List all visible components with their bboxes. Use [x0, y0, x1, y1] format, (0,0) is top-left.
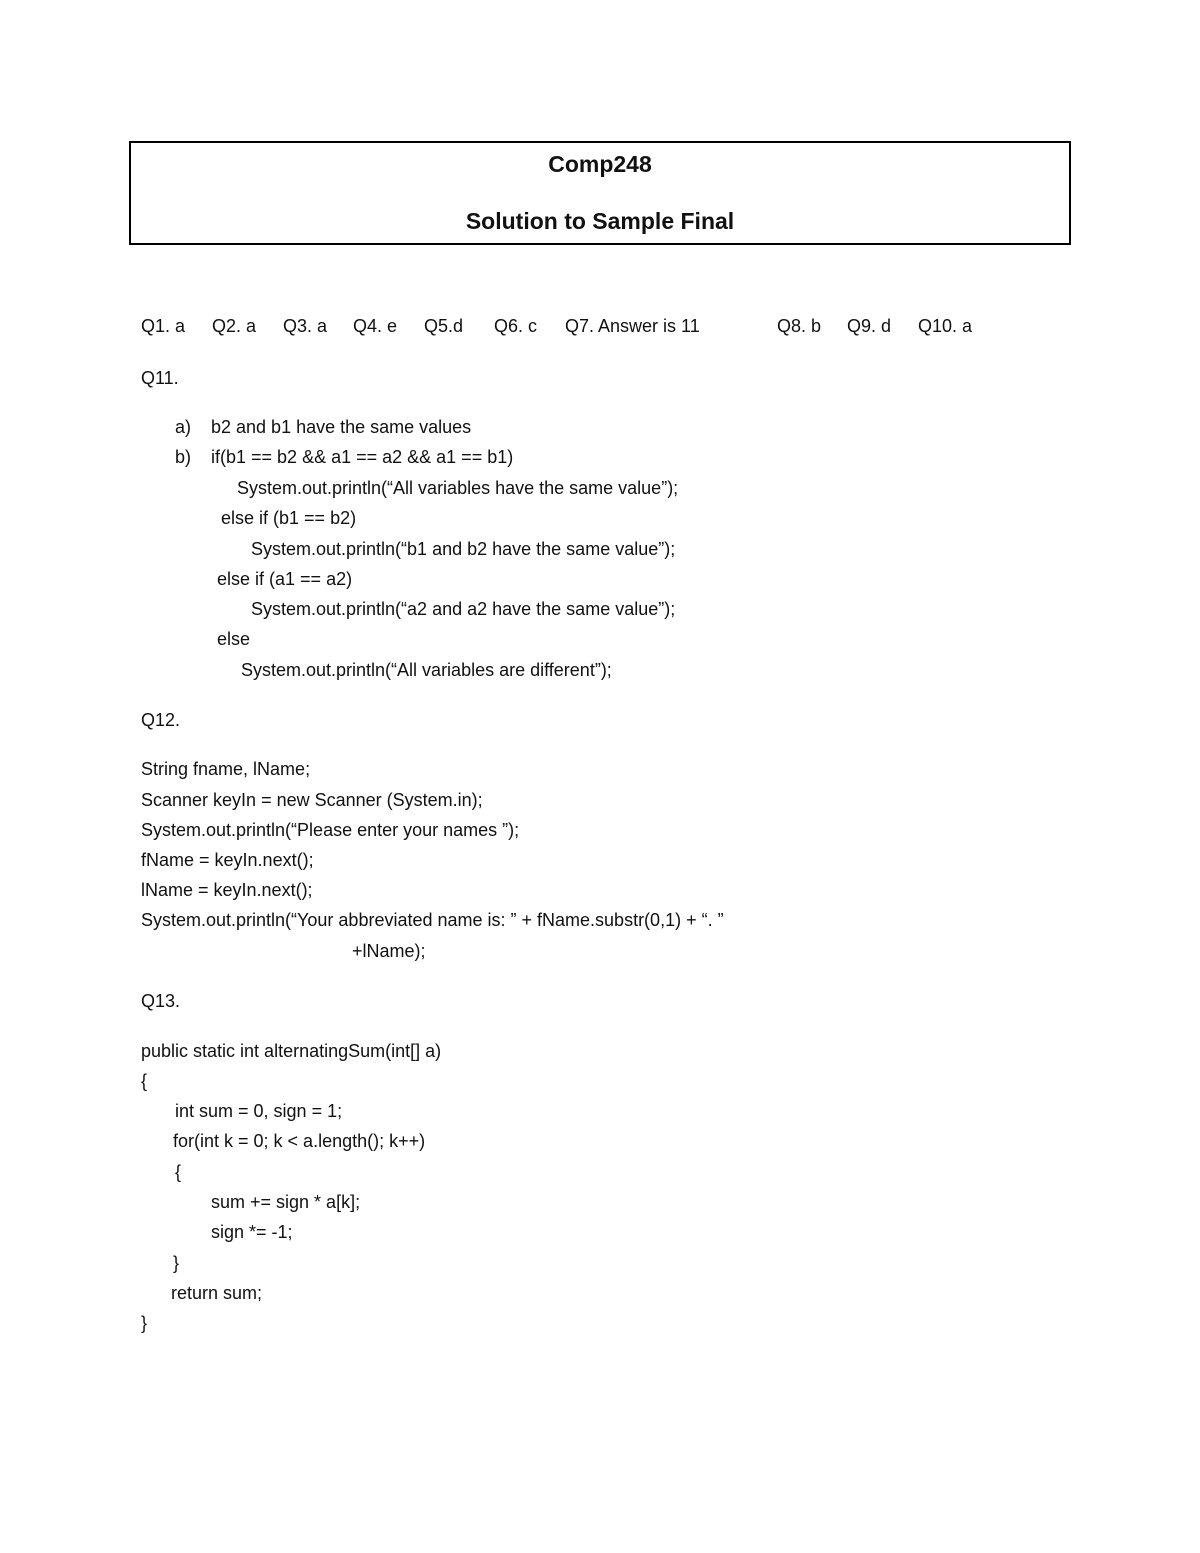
code-line: public static int alternatingSum(int[] a) [141, 1041, 442, 1061]
q11-a-text: b2 and b1 have the same values [211, 417, 472, 437]
q12-heading: Q12. [141, 710, 181, 730]
q11-b-marker: b) [175, 447, 192, 467]
code-line: System.out.println(“b1 and b2 have the same value”); [251, 539, 676, 559]
code-line: int sum = 0, sign = 1; [175, 1101, 343, 1121]
code-line: +lName); [352, 941, 426, 961]
title-box [129, 141, 1071, 245]
code-line: String fname, lName; [141, 759, 311, 779]
answer-q7: Q7. Answer is 11 [565, 316, 700, 336]
code-line: sign *= -1; [211, 1222, 293, 1242]
code-line: Scanner keyIn = new Scanner (System.in); [141, 790, 483, 810]
code-line: if(b1 == b2 && a1 == a2 && a1 == b1) [211, 447, 514, 467]
code-line: fName = keyIn.next(); [141, 850, 314, 870]
code-line: System.out.println(“a2 and a2 have the same value”); [251, 599, 676, 619]
answer-q9: Q9. d [847, 316, 892, 336]
q11-heading: Q11. [141, 368, 179, 388]
answer-q5: Q5.d [424, 316, 464, 336]
answer-q6: Q6. c [494, 316, 538, 336]
code-line: System.out.println(“Your abbreviated name is: ” + fName.substr(0,1) + “. ” [141, 910, 724, 930]
answer-q3: Q3. a [283, 316, 328, 336]
answer-q10: Q10. a [918, 316, 973, 336]
code-line: } [141, 1313, 148, 1333]
answer-q2: Q2. a [212, 316, 257, 336]
code-line: System.out.println(“All variables have the same value”); [237, 478, 679, 498]
code-line: { [141, 1071, 148, 1091]
code-line: else if (a1 == a2) [217, 569, 353, 589]
code-line: return sum; [171, 1283, 263, 1303]
answer-q1: Q1. a [141, 316, 186, 336]
q13-heading: Q13. [141, 991, 181, 1011]
course-title: Comp248 [548, 151, 652, 177]
code-line: lName = keyIn.next(); [141, 880, 313, 900]
code-line: else if (b1 == b2) [221, 508, 357, 528]
q11-a-marker: a) [175, 417, 192, 437]
code-line: for(int k = 0; k < a.length(); k++) [173, 1131, 426, 1151]
code-line: sum += sign * a[k]; [211, 1192, 361, 1212]
code-line: else [217, 629, 251, 649]
code-line: } [173, 1253, 180, 1273]
code-line: { [175, 1162, 182, 1182]
document-title: Solution to Sample Final [465, 208, 735, 234]
code-line: System.out.println(“Please enter your names ”); [141, 820, 520, 840]
answer-q8: Q8. b [777, 316, 822, 336]
answer-q4: Q4. e [353, 316, 398, 336]
code-line: System.out.println(“All variables are different”); [241, 660, 612, 680]
